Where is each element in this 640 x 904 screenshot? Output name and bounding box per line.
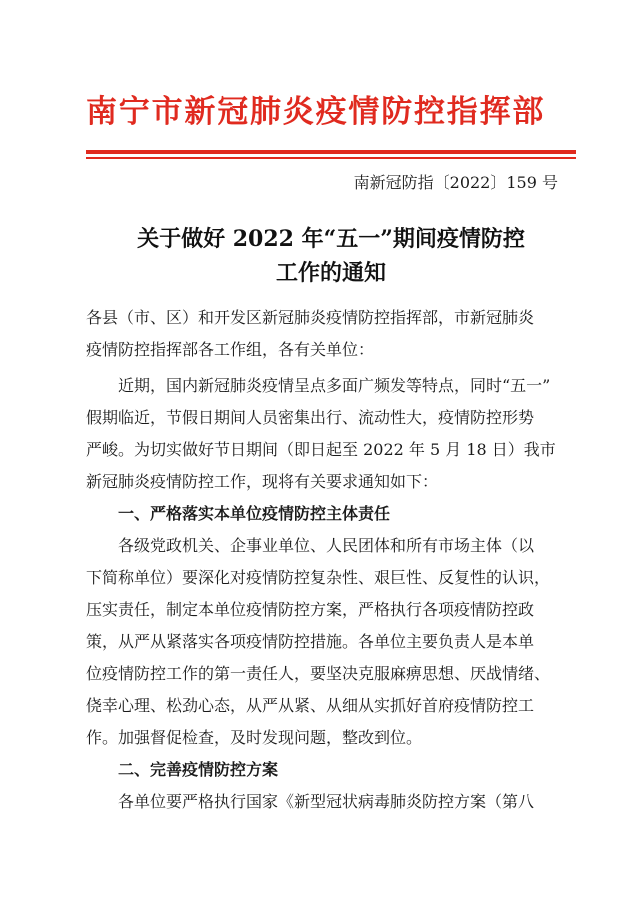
red-rule-thick [86,150,576,154]
document-number: 南新冠防指〔2022〕159 号 [353,173,558,192]
body-line-intro-4: 新冠肺炎疫情防控工作，现将有关要求通知如下： [86,472,439,491]
body-line-addressee-1: 各县（市、区）和开发区新冠肺炎疫情防控指挥部，市新冠肺炎 [86,308,535,327]
title-line-2: 工作的通知 [275,260,386,286]
body-line-s1-7: 作。加强督促检查，及时发现问题，整改到位。 [86,728,423,747]
body-line-s1-3: 压实责任，制定本单位疫情防控方案，严格执行各项疫情防控政 [86,600,535,619]
body-line-s1-4: 策，从严从紧落实各项疫情防控措施。各单位主要负责人是本单 [86,632,535,651]
body-line-intro-1: 近期，国内新冠肺炎疫情呈点多面广频发等特点，同时“五一” [118,376,551,395]
red-rule-thin [86,157,576,159]
body-line-s2-1: 各单位要严格执行国家《新型冠状病毒肺炎防控方案（第八 [118,792,535,811]
body-line-s1-1: 各级党政机关、企事业单位、人民团体和所有市场主体（以 [118,536,535,555]
body-line-s1-6: 侥幸心理、松劲心态，从严从紧、从细从实抓好首府疫情防控工 [86,696,535,715]
body-line-s1-2: 下简称单位）要深化对疫情防控复杂性、艰巨性、反复性的认识， [86,568,551,587]
title-line-1: 关于做好 2022 年“五一”期间疫情防控 [137,226,525,252]
body-line-addressee-2: 疫情防控指挥部各工作组，各有关单位： [86,340,375,359]
body-line-s1-5: 位疫情防控工作的第一责任人，要坚决克服麻痹思想、厌战情绪、 [86,664,551,683]
section-heading-1: 一、严格落实本单位疫情防控主体责任 [118,504,391,523]
issuing-authority-header: 南宁市新冠肺炎疫情防控指挥部 [86,94,546,130]
document-title [86,222,576,290]
body-line-intro-3: 严峻。为切实做好节日期间（即日起至 2022 年 5 月 18 日）我市 [86,440,556,459]
section-heading-2: 二、完善疫情防控方案 [118,760,279,779]
body-line-intro-2: 假期临近，节假日期间人员密集出行、流动性大，疫情防控形势 [86,408,535,427]
